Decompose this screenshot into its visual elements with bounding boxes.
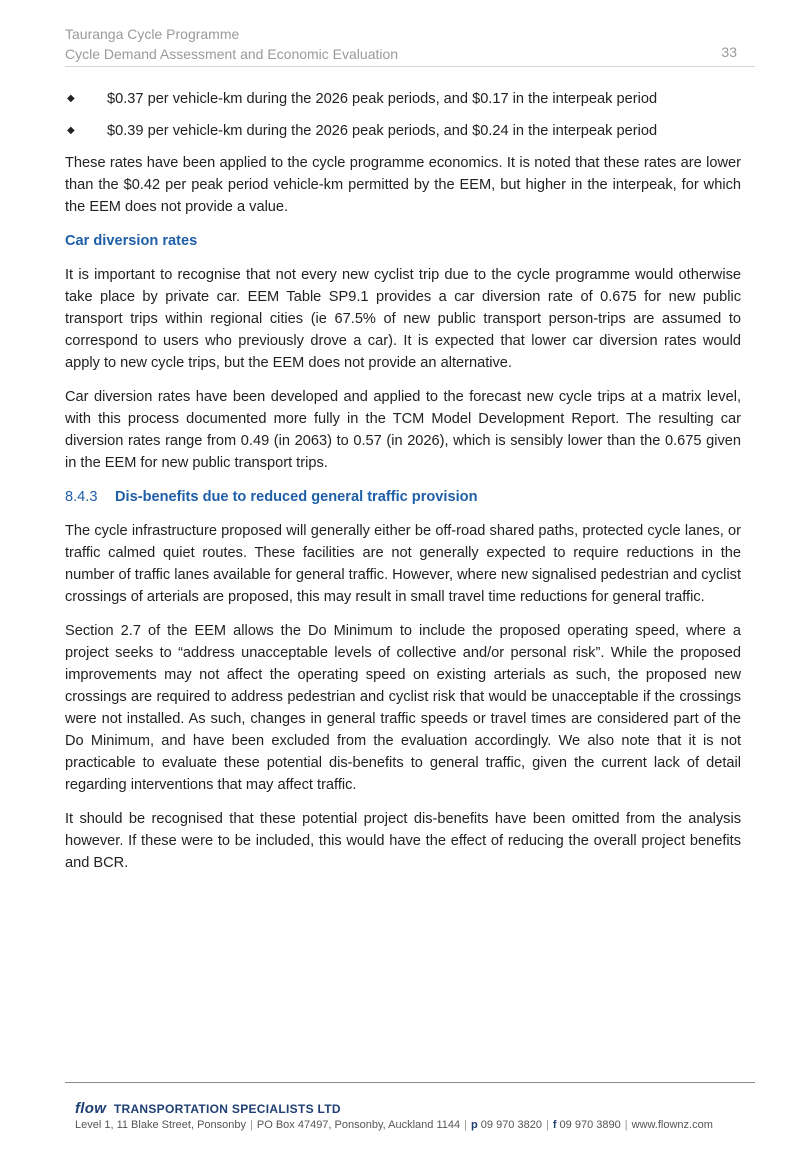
po-box: PO Box 47497, Ponsonby, Auckland 1144 xyxy=(256,1119,461,1131)
website-link[interactable]: www.flownz.com xyxy=(631,1119,713,1131)
bullet-text: $0.39 per vehicle-km during the 2026 peak periods, and $0.24 in the interpeak period xyxy=(107,123,658,139)
contact-details: Level 1, 11 Blake Street, Ponsonby | PO Box 47497, Ponsonby, Auckland 1144 | p 09 970 3820 | f 09 970 3890 | www.flownz.com xyxy=(75,1119,713,1131)
section-number: 8.4.3 xyxy=(65,489,98,505)
paragraph-dis-benefits-2: Section 2.7 of the EEM allows the Do Minimum to include the proposed operating speed, where a project seeks to “address unacceptable levels of collective and/or personal risk”. While the proposed improvements may not affect the operating speed on existing arterials as such, the proposed new crossings are required to address pedestrian and cyclist risk that would be unacceptable if the crossings were not installed. As such, changes in general traffic speeds or travel times are considered part of the Do Minimum, and have been excluded from the evaluation accordingly. We also note that it is not practicable to evaluate these potential dis-benefits to general traffic, given the current lack of detail regarding interventions that may affect traffic. xyxy=(65,623,741,793)
fax-label: f xyxy=(552,1119,557,1131)
paragraph-car-diversion-2: Car diversion rates have been developed and applied to the forecast new cycle trips at a matrix level, with this process documented more fully in the TCM Model Development Report. The resulting car diversion rates range from 0.49 (in 2063) to 0.57 (in 2026), which is sensibly lower than the 0.675 given in the EEM for new public transport trips. xyxy=(65,389,741,471)
company-tagline: TRANSPORTATION SPECIALISTS LTD xyxy=(113,1102,341,1116)
paragraph-dis-benefits-3: It should be recognised that these potential project dis-benefits have been omitted from the analysis however. If these were to be included, this would have the effect of reducing the overall project benefits and BCR. xyxy=(65,811,741,871)
page-header xyxy=(65,24,737,64)
section-heading xyxy=(65,486,741,508)
bullet-text: $0.37 per vehicle-km during the 2026 peak periods, and $0.17 in the interpeak period xyxy=(107,91,658,107)
document-subtitle: Cycle Demand Assessment and Economic Evaluation xyxy=(65,46,399,62)
bullet-item xyxy=(65,120,741,142)
diamond-bullet-icon: ◆ xyxy=(67,93,75,104)
paragraph-rates: These rates have been applied to the cycle programme economics. It is noted that these rates are lower than the $0.42 per peak period vehicle-km permitted by the EEM, but higher in the interpeak, for which the EEM does not provide a value. xyxy=(65,155,741,215)
bullet-item xyxy=(65,88,741,110)
phone-number: 09 970 3820 xyxy=(480,1119,542,1131)
document-title: Tauranga Cycle Programme xyxy=(65,26,240,42)
street-address: Level 1, 11 Blake Street, Ponsonby xyxy=(75,1119,247,1131)
flow-logo: flow xyxy=(75,1100,107,1117)
diamond-bullet-icon: ◆ xyxy=(67,125,75,136)
header-divider xyxy=(65,66,755,67)
paragraph-dis-benefits-1: The cycle infrastructure proposed will generally either be off-road shared paths, protected cycle lanes, or traffic calmed quiet routes. These facilities are not generally expected to require reductions in the number of traffic lanes available for general traffic. However, where new signalised pedestrian and cyclist crossings of arterials are proposed, this may result in small travel time reductions for general traffic. xyxy=(65,523,741,605)
page-number: 33 xyxy=(721,44,737,60)
heading-car-diversion: Car diversion rates xyxy=(65,233,198,249)
paragraph-car-diversion-1: It is important to recognise that not every new cyclist trip due to the cycle programme would otherwise take place by private car. EEM Table SP9.1 provides a car diversion rate of 0.675 for new public transport trips within regional cities (ie 67.5% of new public transport person-trips are assumed to correspond to users who previously drove a car). It is expected that lower car diversion rates would apply to new cycle trips, but the EEM does not provide an alternative. xyxy=(65,267,741,371)
footer-divider xyxy=(65,1082,755,1083)
fax-number: 09 970 3890 xyxy=(559,1119,621,1131)
section-title: Dis-benefits due to reduced general traffic provision xyxy=(115,489,478,505)
page-footer xyxy=(75,1100,755,1131)
phone-label: p xyxy=(470,1119,478,1131)
page-body xyxy=(65,88,741,886)
company-name xyxy=(75,1100,755,1117)
